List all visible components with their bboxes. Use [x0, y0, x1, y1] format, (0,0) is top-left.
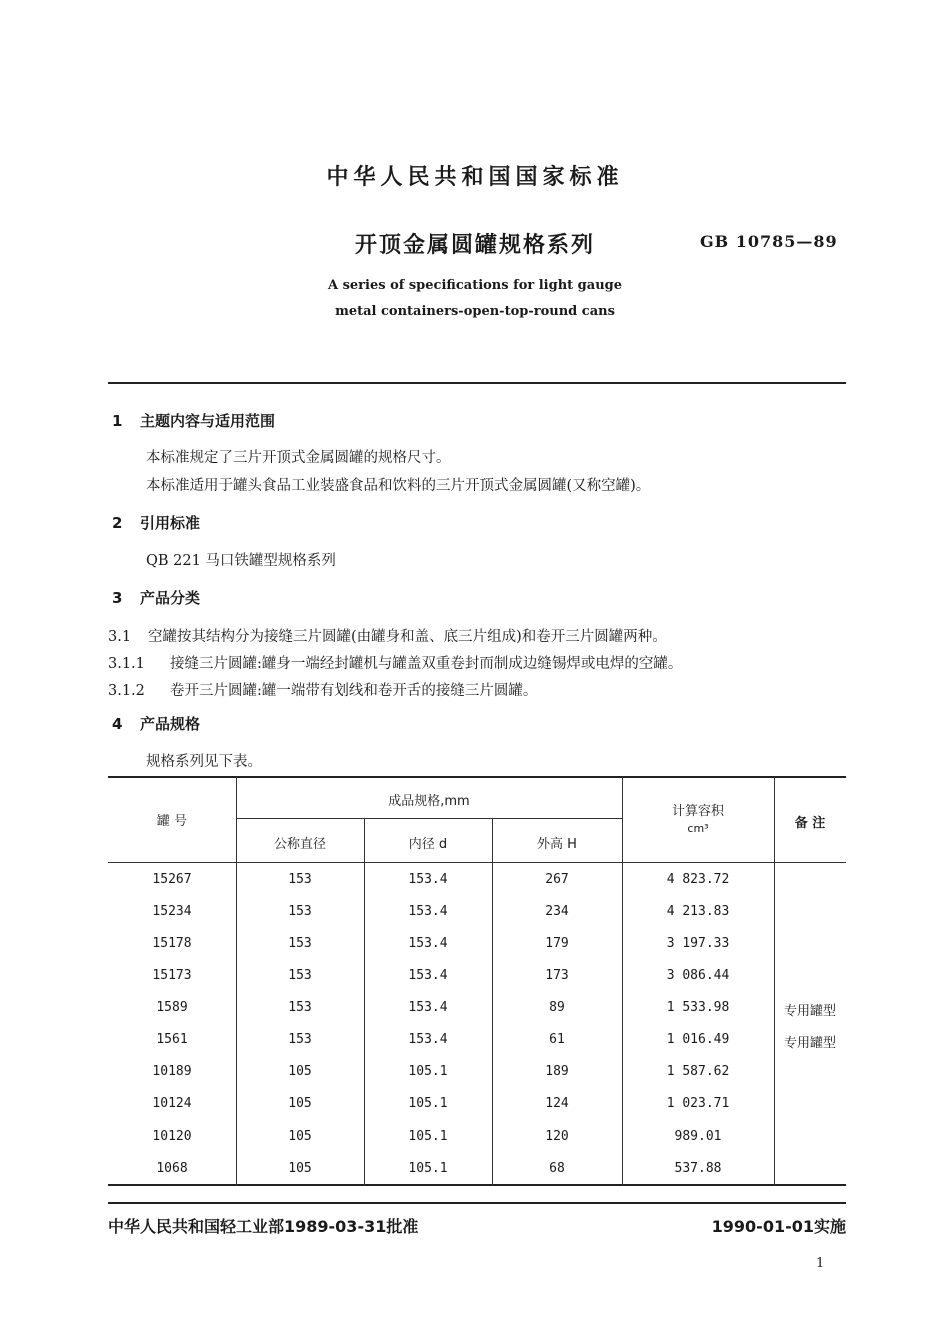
- header-remark: 备 注: [794, 816, 826, 831]
- table-subheader-rule: [236, 818, 622, 819]
- cell-outer-height: 173: [545, 968, 569, 983]
- cell-inner-diameter: 105.1: [408, 1129, 448, 1144]
- clause-number: 3.1: [108, 629, 132, 645]
- cell-volume: 3 197.33: [666, 936, 730, 951]
- clause-number: 3.1.2: [108, 683, 145, 699]
- cell-nominal-diameter: 153: [288, 1032, 312, 1047]
- section-title: 产品分类: [140, 589, 201, 607]
- section-title: 主题内容与适用范围: [140, 412, 276, 430]
- cell-outer-height: 267: [545, 872, 569, 887]
- cell-can-no: 15267: [152, 872, 192, 887]
- section-4-heading: [112, 713, 200, 734]
- cell-nominal-diameter: 153: [288, 968, 312, 983]
- cell-inner-diameter: 105.1: [408, 1096, 448, 1111]
- section-number: 3: [112, 589, 123, 607]
- clause-3-1: [108, 625, 667, 646]
- table-header-rule: [108, 862, 846, 863]
- table-top-border: [108, 776, 846, 778]
- cell-can-no: 15173: [152, 968, 192, 983]
- cell-can-no: 1561: [156, 1032, 188, 1047]
- clause-3-1-2: [108, 679, 537, 700]
- cell-outer-height: 234: [545, 904, 569, 919]
- spec-table: [108, 776, 846, 1186]
- clause-3-1-1: [108, 652, 682, 673]
- document-title: 开顶金属圆罐规格系列: [354, 233, 595, 258]
- table-bottom-border: [108, 1184, 846, 1186]
- cell-inner-diameter: 153.4: [408, 1000, 448, 1015]
- section-1-heading: [112, 410, 275, 431]
- cell-outer-height: 68: [549, 1161, 565, 1176]
- header-outer-height: 外高 H: [537, 837, 577, 852]
- section-2-paragraph: QB 221 马口铁罐型规格系列: [146, 553, 336, 569]
- cell-volume: 4 213.83: [666, 904, 730, 919]
- section-number: 2: [112, 514, 123, 532]
- cell-nominal-diameter: 105: [288, 1129, 312, 1144]
- page-number: 1: [816, 1256, 825, 1271]
- english-title-line-2: metal containers-open-top-round cans: [335, 304, 615, 319]
- cell-can-no: 10124: [152, 1096, 192, 1111]
- section-title: 引用标准: [140, 514, 201, 532]
- header-can-no: 罐 号: [156, 814, 188, 829]
- approval-statement: 中华人民共和国轻工业部1989-03-31批准: [108, 1217, 419, 1236]
- cell-inner-diameter: 153.4: [408, 968, 448, 983]
- cell-remark: 专用罐型: [783, 1036, 836, 1051]
- cell-volume: 1 016.49: [666, 1032, 730, 1047]
- cell-nominal-diameter: 105: [288, 1096, 312, 1111]
- cell-nominal-diameter: 153: [288, 872, 312, 887]
- effective-date: 1990-01-01实施: [711, 1217, 846, 1236]
- header-org-title: 中华人民共和国国家标准: [326, 165, 624, 190]
- cell-can-no: 10189: [152, 1064, 192, 1079]
- table-col-divider: [774, 776, 775, 1186]
- section-number: 1: [112, 412, 123, 430]
- cell-volume: 1 533.98: [666, 1000, 730, 1015]
- cell-nominal-diameter: 153: [288, 904, 312, 919]
- cell-can-no: 1068: [156, 1161, 188, 1176]
- cell-nominal-diameter: 105: [288, 1161, 312, 1176]
- header-volume-unit: cm³: [687, 822, 709, 835]
- cell-outer-height: 179: [545, 936, 569, 951]
- cell-remark: 专用罐型: [783, 1004, 836, 1019]
- section-2-heading: [112, 512, 200, 533]
- cell-can-no: 15178: [152, 936, 192, 951]
- english-title-line-1: A series of specifications for light gauge: [327, 278, 623, 293]
- clause-text: 接缝三片圆罐:罐身一端经封罐机与罐盖双重卷封而制成边缝锡焊或电焊的空罐。: [170, 656, 683, 672]
- footer-divider: [108, 1202, 846, 1204]
- cell-outer-height: 120: [545, 1129, 569, 1144]
- cell-volume: 1 587.62: [666, 1064, 730, 1079]
- clause-text: 空罐按其结构分为接缝三片圆罐(由罐身和盖、底三片组成)和卷开三片圆罐两种。: [148, 629, 667, 645]
- section-1-paragraph-2: 本标准适用于罐头食品工业装盛食品和饮料的三片开顶式金属圆罐(又称空罐)。: [146, 478, 651, 494]
- section-number: 4: [112, 715, 123, 733]
- cell-volume: 1 023.71: [666, 1096, 730, 1111]
- cell-inner-diameter: 105.1: [408, 1161, 448, 1176]
- cell-outer-height: 189: [545, 1064, 569, 1079]
- cell-volume: 4 823.72: [666, 872, 730, 887]
- section-4-paragraph: 规格系列见下表。: [146, 754, 262, 770]
- cell-inner-diameter: 153.4: [408, 872, 448, 887]
- header-product-spec: 成品规格,mm: [388, 794, 470, 809]
- header-inner-diameter: 内径 d: [408, 837, 448, 852]
- cell-can-no: 15234: [152, 904, 192, 919]
- cell-inner-diameter: 153.4: [408, 936, 448, 951]
- header-nominal-diameter: 公称直径: [273, 837, 326, 852]
- cell-inner-diameter: 153.4: [408, 1032, 448, 1047]
- cell-outer-height: 124: [545, 1096, 569, 1111]
- clause-number: 3.1.1: [108, 656, 145, 672]
- cell-outer-height: 61: [549, 1032, 565, 1047]
- cell-volume: 537.88: [674, 1161, 722, 1176]
- section-1-paragraph-1: 本标准规定了三片开顶式金属圆罐的规格尺寸。: [146, 450, 451, 466]
- cell-volume: 3 086.44: [666, 968, 730, 983]
- cell-volume: 989.01: [674, 1129, 722, 1144]
- section-3-heading: [112, 587, 200, 608]
- cell-nominal-diameter: 153: [288, 936, 312, 951]
- cell-can-no: 1589: [156, 1000, 188, 1015]
- clause-text: 卷开三片圆罐:罐一端带有划线和卷开舌的接缝三片圆罐。: [170, 683, 538, 699]
- section-title: 产品规格: [140, 715, 201, 733]
- top-divider: [108, 382, 846, 384]
- header-calculated-volume: 计算容积: [671, 804, 724, 819]
- standard-number: GB 10785—89: [700, 232, 838, 251]
- cell-inner-diameter: 153.4: [408, 904, 448, 919]
- cell-nominal-diameter: 153: [288, 1000, 312, 1015]
- cell-can-no: 10120: [152, 1129, 192, 1144]
- cell-inner-diameter: 105.1: [408, 1064, 448, 1079]
- cell-outer-height: 89: [549, 1000, 565, 1015]
- cell-nominal-diameter: 105: [288, 1064, 312, 1079]
